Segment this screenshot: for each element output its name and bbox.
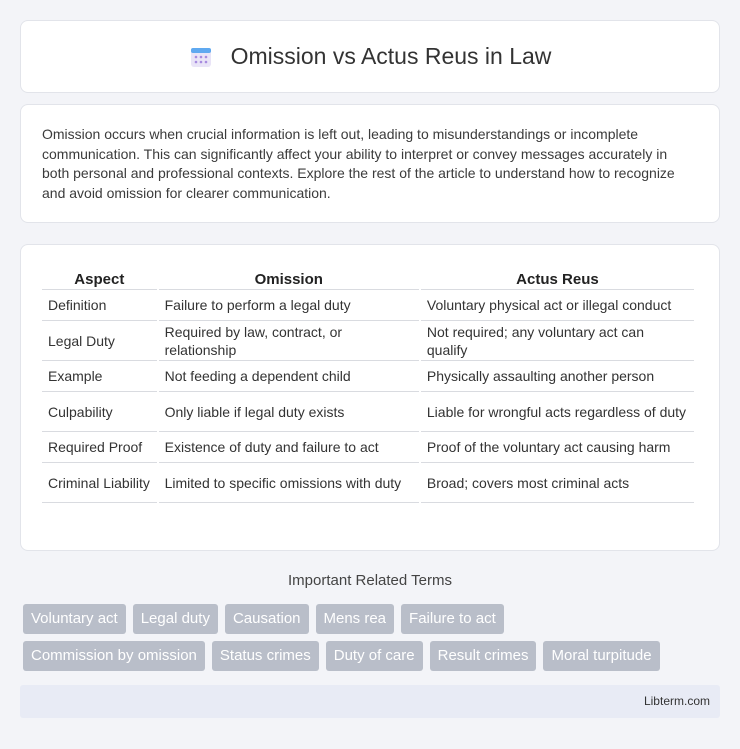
tag-mens-rea[interactable]: Mens rea (316, 604, 395, 634)
header-card (20, 20, 720, 93)
tag-status-crimes[interactable]: Status crimes (212, 641, 319, 671)
comparison-table (40, 265, 696, 503)
table-cell: Existence of duty and failure to act (159, 432, 419, 463)
tag-duty-of-care[interactable]: Duty of care (326, 641, 423, 671)
table-cell: Limited to specific omissions with duty (159, 463, 419, 503)
table-cell: Voluntary physical act or illegal conduct (421, 290, 694, 321)
footer-link[interactable]: Libterm.com (643, 694, 710, 708)
table-row (42, 432, 694, 463)
tag-moral-turpitude[interactable]: Moral turpitude (543, 641, 659, 671)
table-cell: Culpability (42, 392, 157, 432)
table-row (42, 321, 694, 361)
header-aspect: Aspect (42, 265, 157, 290)
header-actus-reus: Actus Reus (421, 265, 694, 290)
calendar-icon (189, 45, 213, 69)
header-omission: Omission (159, 265, 419, 290)
table-header-row (42, 265, 694, 290)
table-row (42, 392, 694, 432)
related-tags-row (23, 641, 723, 671)
comparison-table-card (20, 244, 720, 551)
table-cell: Required by law, contract, or relationship (159, 321, 419, 361)
tag-legal-duty[interactable]: Legal duty (133, 604, 218, 634)
intro-text: Omission occurs when crucial information is left out, leading to misunderstandings or incomplete communication. This can significantly affect your ability to interpret or convey messages accurately in both personal and professional contexts. Explore the rest of the article to understand how to recognize and avoid omission for clearer communication. (42, 126, 675, 201)
footer (20, 685, 720, 718)
related-tags-row (23, 604, 723, 634)
table-cell: Liable for wrongful acts regardless of duty (421, 392, 694, 432)
table-cell: Example (42, 361, 157, 392)
intro-card (20, 104, 720, 223)
table-cell: Only liable if legal duty exists (159, 392, 419, 432)
tag-commission-by-omission[interactable]: Commission by omission (23, 641, 205, 671)
page-title: Omission vs Actus Reus in Law (230, 43, 552, 69)
table-cell: Proof of the voluntary act causing harm (421, 432, 694, 463)
table-cell: Not required; any voluntary act can qualify (421, 321, 694, 361)
table-cell: Broad; covers most criminal acts (421, 463, 694, 503)
table-cell: Not feeding a dependent child (159, 361, 419, 392)
table-cell: Legal Duty (42, 321, 157, 361)
table-cell: Failure to perform a legal duty (159, 290, 419, 321)
tag-voluntary-act[interactable]: Voluntary act (23, 604, 126, 634)
table-cell: Required Proof (42, 432, 157, 463)
tag-failure-to-act[interactable]: Failure to act (401, 604, 504, 634)
table-row (42, 463, 694, 503)
table-cell: Physically assaulting another person (421, 361, 694, 392)
tag-result-crimes[interactable]: Result crimes (430, 641, 537, 671)
related-terms-title: Important Related Terms (288, 572, 452, 589)
table-row (42, 290, 694, 321)
table-cell: Criminal Liability (42, 463, 157, 503)
table-cell: Definition (42, 290, 157, 321)
tag-causation[interactable]: Causation (225, 604, 309, 634)
table-row (42, 361, 694, 392)
